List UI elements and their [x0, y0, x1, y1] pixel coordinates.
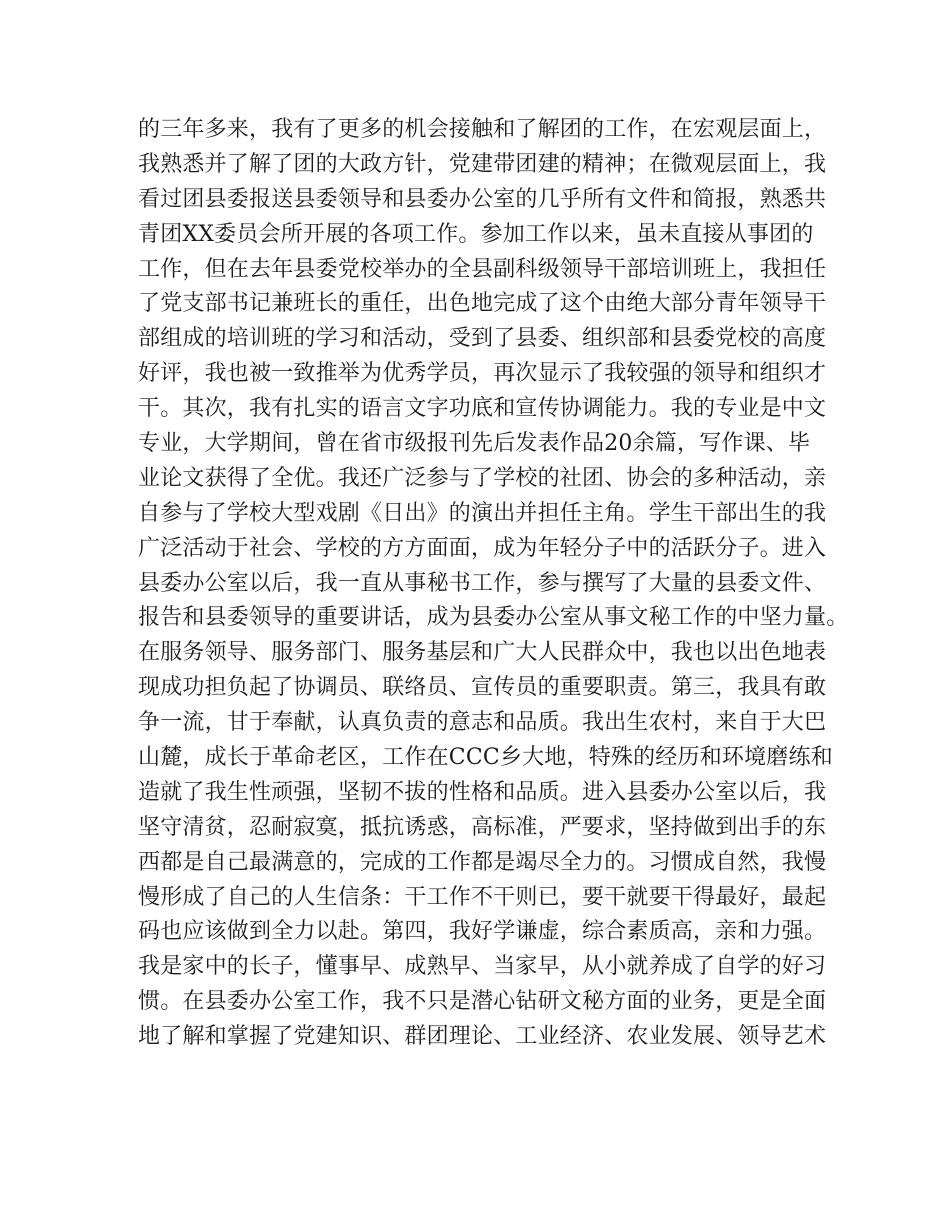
text-line: 的三年多来，我有了更多的机会接触和了解团的工作，在宏观层面上， [138, 117, 827, 142]
text-line: 坚守清贫，忍耐寂寞，抵抗诱惑，高标准，严要求，坚持做到出手的东 [138, 814, 827, 840]
text-line: 惯。在县委办公室工作，我不只是潜心钻研文秘方面的业务，更是全面 [138, 989, 827, 1015]
text-line: 看过团县委报送县委领导和县委办公室的几乎所有文件和简报，熟悉共 [138, 186, 827, 212]
text-line: 山麓，成长于革命老区，工作在CCC乡大地，特殊的经历和环境磨练和 [138, 745, 833, 771]
text-line: 干。其次，我有扎实的语言文字功底和宣传协调能力。我的专业是中文 [138, 396, 827, 422]
text-line: 造就了我生性顽强，坚韧不拔的性格和品质。进入县委办公室以后，我 [138, 779, 827, 805]
text-line: 业论文获得了全优。我还广泛参与了学校的社团、协会的多种活动，亲 [138, 465, 827, 491]
text-line: 自参与了学校大型戏剧《日出》的演出并担任主角。学生干部出生的我 [138, 500, 827, 526]
text-line: 了党支部书记兼班长的重任，出色地完成了这个由绝大部分青年领导干 [138, 291, 827, 317]
text-line: 码也应该做到全力以赴。第四，我好学谦虚，综合素质高，亲和力强。 [138, 919, 827, 945]
text-line: 现成功担负起了协调员、联络员、宣传员的重要职责。第三，我具有敢 [138, 675, 827, 701]
body-text [138, 113, 849, 1055]
text-line: 好评，我也被一致推举为优秀学员，再次显示了我较强的领导和组织才 [138, 361, 827, 387]
text-line: 我熟悉并了解了团的大政方针，党建带团建的精神；在微观层面上，我 [138, 151, 827, 177]
text-line: 青团XX委员会所开展的各项工作。参加工作以来，虽未直接从事团的 [138, 221, 814, 247]
text-line: 部组成的培训班的学习和活动，受到了县委、组织部和县委党校的高度 [138, 326, 827, 352]
text-line: 西都是自己最满意的，完成的工作都是竭尽全力的。习惯成自然，我慢 [138, 849, 827, 875]
text-line: 专业，大学期间，曾在省市级报刊先后发表作品20余篇，写作课、毕 [138, 431, 811, 457]
text-line: 广泛活动于社会、学校的方方面面，成为年轻分子中的活跃分子。进入 [138, 535, 827, 561]
text-line: 地了解和掌握了党建知识、群团理论、工业经济、农业发展、领导艺术 [138, 1024, 827, 1050]
text-line: 县委办公室以后，我一直从事秘书工作，参与撰写了大量的县委文件、 [138, 570, 827, 596]
text-line: 工作，但在去年县委党校举办的全县副科级领导干部培训班上，我担任 [138, 256, 827, 282]
text-line: 争一流，甘于奉献，认真负责的意志和品质。我出生农村，来自于大巴 [138, 710, 827, 736]
text-line: 报告和县委领导的重要讲话，成为县委办公室从事文秘工作的中坚力量。 [138, 605, 849, 631]
text-line: 我是家中的长子，懂事早、成熟早、当家早，从小就养成了自学的好习 [138, 954, 827, 980]
text-line: 慢形成了自己的人生信条：干工作不干则已，要干就要干得最好，最起 [138, 884, 827, 910]
text-line: 在服务领导、服务部门、服务基层和广大人民群众中，我也以出色地表 [138, 640, 827, 666]
